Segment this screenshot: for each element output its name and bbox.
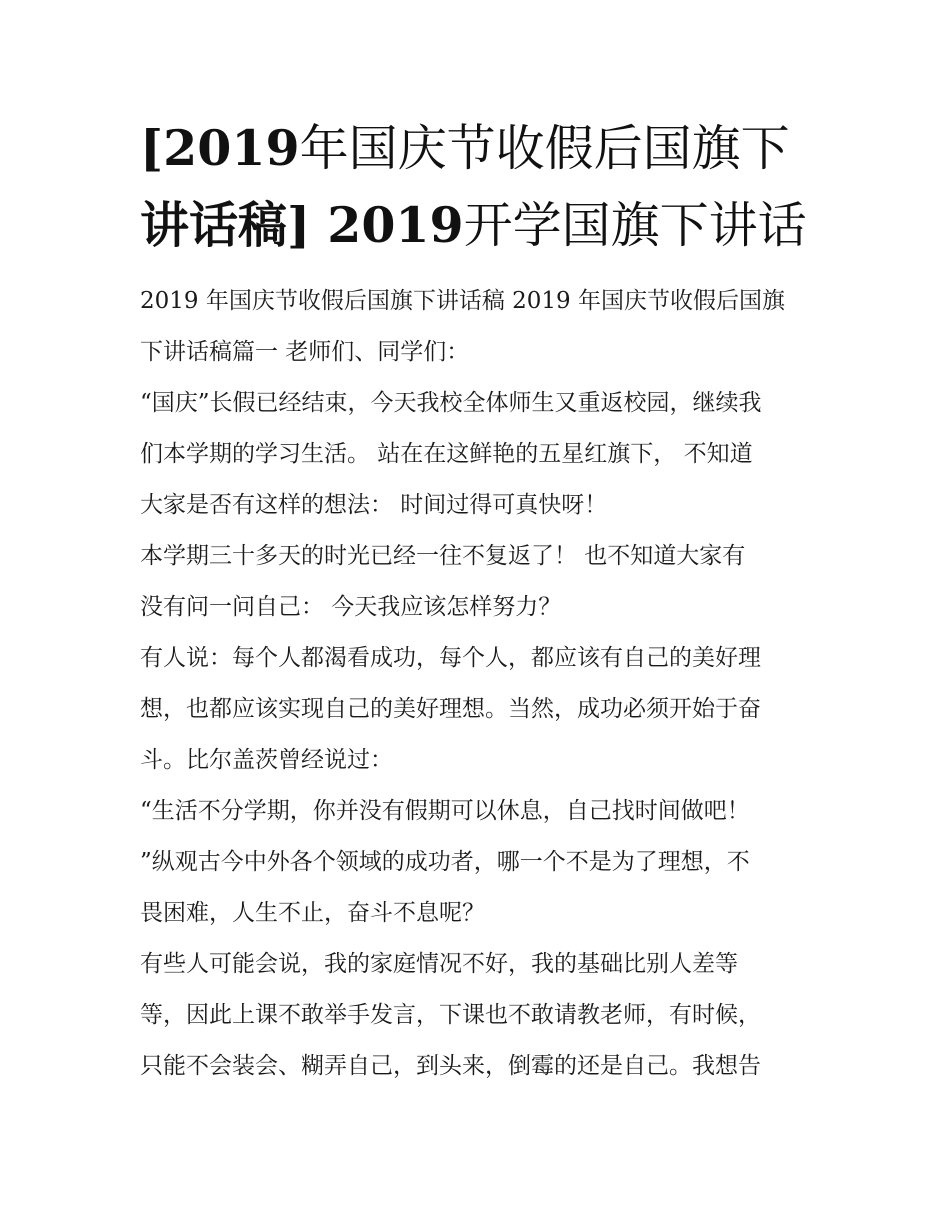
title-line-2-part-2: 开学国旗下讲话 bbox=[463, 197, 807, 254]
title-line-2-part-1: 讲话稿] 2019 bbox=[140, 196, 464, 254]
body-line: 大家是否有这样的想法： 时间过得可真快呀！ bbox=[140, 492, 608, 518]
body-line: 有些人可能会说，我的家庭情况不好，我的基础比别人差等 bbox=[140, 951, 738, 977]
title-line-1-part-1: [2019 bbox=[140, 119, 300, 177]
body-line: ”纵观古今中外各个领域的成功者，哪一个不是为了理想，不 bbox=[140, 849, 750, 875]
title-line-2 bbox=[140, 187, 820, 264]
title-line-1 bbox=[140, 110, 820, 187]
body-line: 想，也都应该实现自己的美好理想。当然，成功必须开始于奋 bbox=[140, 696, 761, 722]
document-title bbox=[140, 110, 820, 264]
body-line: 本学期三十多天的时光已经一往不复返了！ 也不知道大家有 bbox=[140, 543, 746, 569]
body-line: 没有问一问自己： 今天我应该怎样努力？ bbox=[140, 594, 562, 620]
body-line: “生活不分学期，你并没有假期可以休息，自己找时间做吧！ bbox=[140, 798, 750, 824]
title-line-1-part-2: 年国庆节收假后国旗下 bbox=[299, 120, 790, 177]
body-line: “国庆”长假已经结束，今天我校全体师生又重返校园，继续我 bbox=[140, 390, 762, 416]
body-line: 有人说：每个人都渴看成功，每个人，都应该有自己的美好理 bbox=[140, 645, 761, 671]
body-line: 下讲话稿篇一 老师们、同学们： bbox=[140, 339, 470, 365]
body-line: 只能不会装会、糊弄自己，到头来，倒霉的还是自己。我想告 bbox=[140, 1053, 761, 1079]
body-line: 畏困难，人生不止，奋斗不息呢？ bbox=[140, 900, 485, 926]
body-line: 斗。比尔盖茨曾经说过： bbox=[140, 747, 393, 773]
body-line: 们本学期的学习生活。 站在在这鲜艳的五星红旗下， 不知道 bbox=[140, 441, 753, 467]
body-line: 2019 年国庆节收假后国旗下讲话稿 2019 年国庆节收假后国旗 bbox=[140, 288, 785, 314]
body-line: 等，因此上课不敢举手发言，下课也不敢请教老师，有时候， bbox=[140, 1002, 761, 1028]
document-body bbox=[140, 276, 820, 1092]
